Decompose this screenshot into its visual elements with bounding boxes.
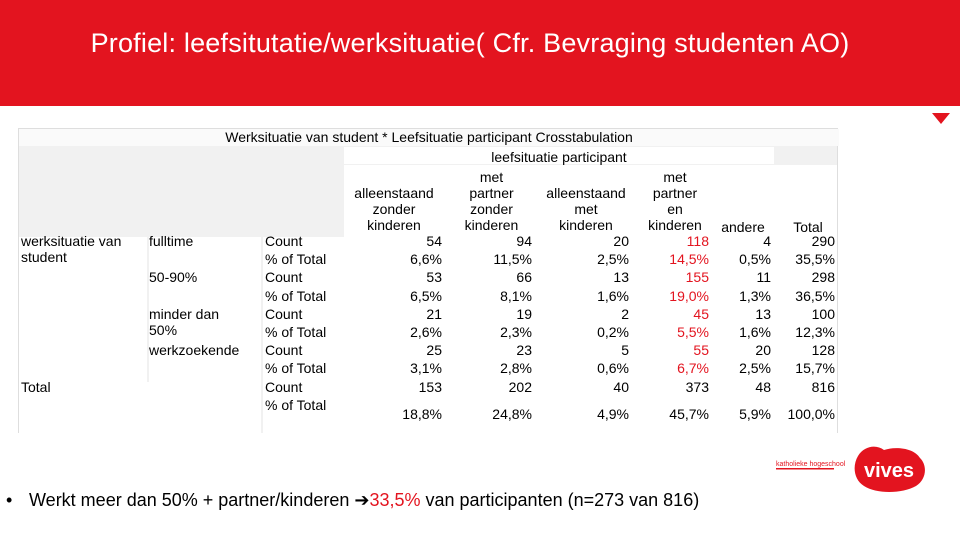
percent-cell: 18,8% [402, 405, 442, 422]
count-cell: 20 [755, 342, 771, 359]
percent-cell: 2,5% [597, 251, 629, 268]
count-cell: 11 [756, 269, 771, 286]
row-group-label: fulltime [149, 233, 194, 249]
column-group-label: leefsituatie participant [491, 149, 627, 165]
percent-cell: 24,8% [492, 405, 532, 422]
count-cell: 100 [811, 305, 835, 322]
count-cell: 290 [811, 233, 835, 249]
count-cell: 45 [693, 305, 709, 322]
count-cell: 25 [426, 342, 442, 359]
count-cell: 202 [508, 378, 532, 395]
percent-cell: 12,3% [795, 324, 835, 340]
count-label: Count [265, 269, 303, 286]
percent-cell: 14,5% [669, 251, 709, 268]
corner-triangle-icon [932, 113, 950, 124]
vives-logo [772, 440, 932, 500]
bullet-marker: • [6, 490, 13, 510]
column-header: alleenstaand met kinderen [546, 185, 626, 233]
percent-cell: 0,5% [739, 251, 771, 268]
percent-cell: 100,0% [787, 405, 835, 422]
percent-cell: 2,5% [739, 360, 771, 377]
count-cell: 48 [755, 378, 771, 395]
crosstab-table [18, 128, 838, 433]
row-group-label: werkzoekende [149, 342, 240, 359]
percent-label: % of Total [265, 287, 327, 304]
percent-cell: 5,5% [677, 324, 709, 340]
percent-cell: 15,7% [795, 360, 835, 377]
column-header: met partner zonder kinderen [464, 169, 519, 233]
column-header: Total [793, 219, 823, 235]
percent-cell: 0,2% [597, 324, 629, 340]
column-header: alleenstaand zonder kinderen [354, 185, 434, 233]
percent-cell: 5,9% [739, 405, 771, 422]
count-cell: 13 [755, 305, 771, 322]
percent-cell: 35,5% [795, 251, 835, 268]
percent-label: % of Total [265, 324, 327, 340]
count-cell: 373 [685, 378, 709, 395]
column-header: met partner en kinderen [648, 169, 702, 233]
percent-cell: 8,1% [500, 287, 532, 304]
key-finding-bullet [6, 490, 906, 511]
row-group-label: minder dan 50% [149, 305, 220, 338]
percent-cell: 6,6% [410, 251, 442, 268]
percent-cell: 45,7% [669, 405, 709, 422]
count-cell: 23 [516, 342, 532, 359]
count-cell: 94 [516, 233, 532, 249]
percent-label: % of Total [265, 396, 327, 413]
percent-cell: 3,1% [410, 360, 442, 377]
count-label: Count [265, 378, 303, 395]
bullet-highlight: 33,5% [369, 490, 421, 510]
count-cell: 816 [811, 378, 835, 395]
count-label: Count [265, 342, 303, 359]
percent-cell: 36,5% [795, 287, 835, 304]
percent-cell: 2,6% [410, 324, 442, 340]
count-cell: 19 [516, 305, 532, 322]
count-cell: 153 [418, 378, 442, 395]
count-cell: 155 [685, 269, 709, 286]
count-cell: 21 [426, 305, 442, 322]
count-cell: 40 [613, 378, 629, 395]
count-cell: 4 [763, 233, 771, 249]
percent-cell: 19,0% [669, 287, 709, 304]
percent-cell: 2,3% [500, 324, 532, 340]
count-cell: 66 [516, 269, 532, 286]
count-cell: 13 [613, 269, 629, 286]
row-group-label: 50-90% [149, 269, 198, 286]
percent-cell: 6,5% [410, 287, 442, 304]
count-label: Count [265, 305, 303, 322]
bullet-text-end: van participanten (n=273 van 816) [420, 490, 700, 510]
bullet-text: Werkt meer dan 50% + partner/kinderen [29, 490, 355, 510]
percent-cell: 0,6% [597, 360, 629, 377]
percent-cell: 2,8% [500, 360, 532, 377]
count-label: Count [265, 233, 303, 249]
percent-cell: 1,6% [597, 287, 629, 304]
slide-title: Profiel: leefsitutatie/werksituatie( Cfr. Bevraging studenten AO) [90, 28, 850, 58]
total-row-label: Total [21, 378, 51, 395]
count-cell: 54 [426, 233, 442, 249]
count-cell: 128 [811, 342, 835, 359]
count-cell: 118 [686, 233, 709, 249]
count-cell: 55 [693, 342, 709, 359]
percent-cell: 4,9% [597, 405, 629, 422]
stat-gap [261, 237, 263, 433]
percent-cell: 11,5% [493, 251, 532, 268]
logo-wordmark: vives [863, 460, 915, 482]
percent-label: % of Total [265, 251, 327, 268]
logo-tagline: katholieke hogeschool [776, 461, 846, 468]
percent-cell: 1,6% [739, 324, 771, 340]
count-cell: 298 [811, 269, 835, 286]
count-cell: 2 [621, 305, 629, 322]
count-cell: 53 [426, 269, 442, 286]
count-cell: 20 [613, 233, 629, 249]
percent-label: % of Total [265, 360, 327, 377]
arrow-right-icon: ➔ [354, 490, 370, 510]
row-variable-label: werksituatie van student [21, 233, 122, 265]
count-cell: 5 [621, 342, 629, 359]
table-caption: Werksituatie van student * Leefsituatie participant Crosstabulation [225, 129, 633, 145]
column-header: andere [721, 219, 765, 235]
percent-cell: 6,7% [677, 360, 709, 377]
percent-cell: 1,3% [739, 287, 771, 304]
